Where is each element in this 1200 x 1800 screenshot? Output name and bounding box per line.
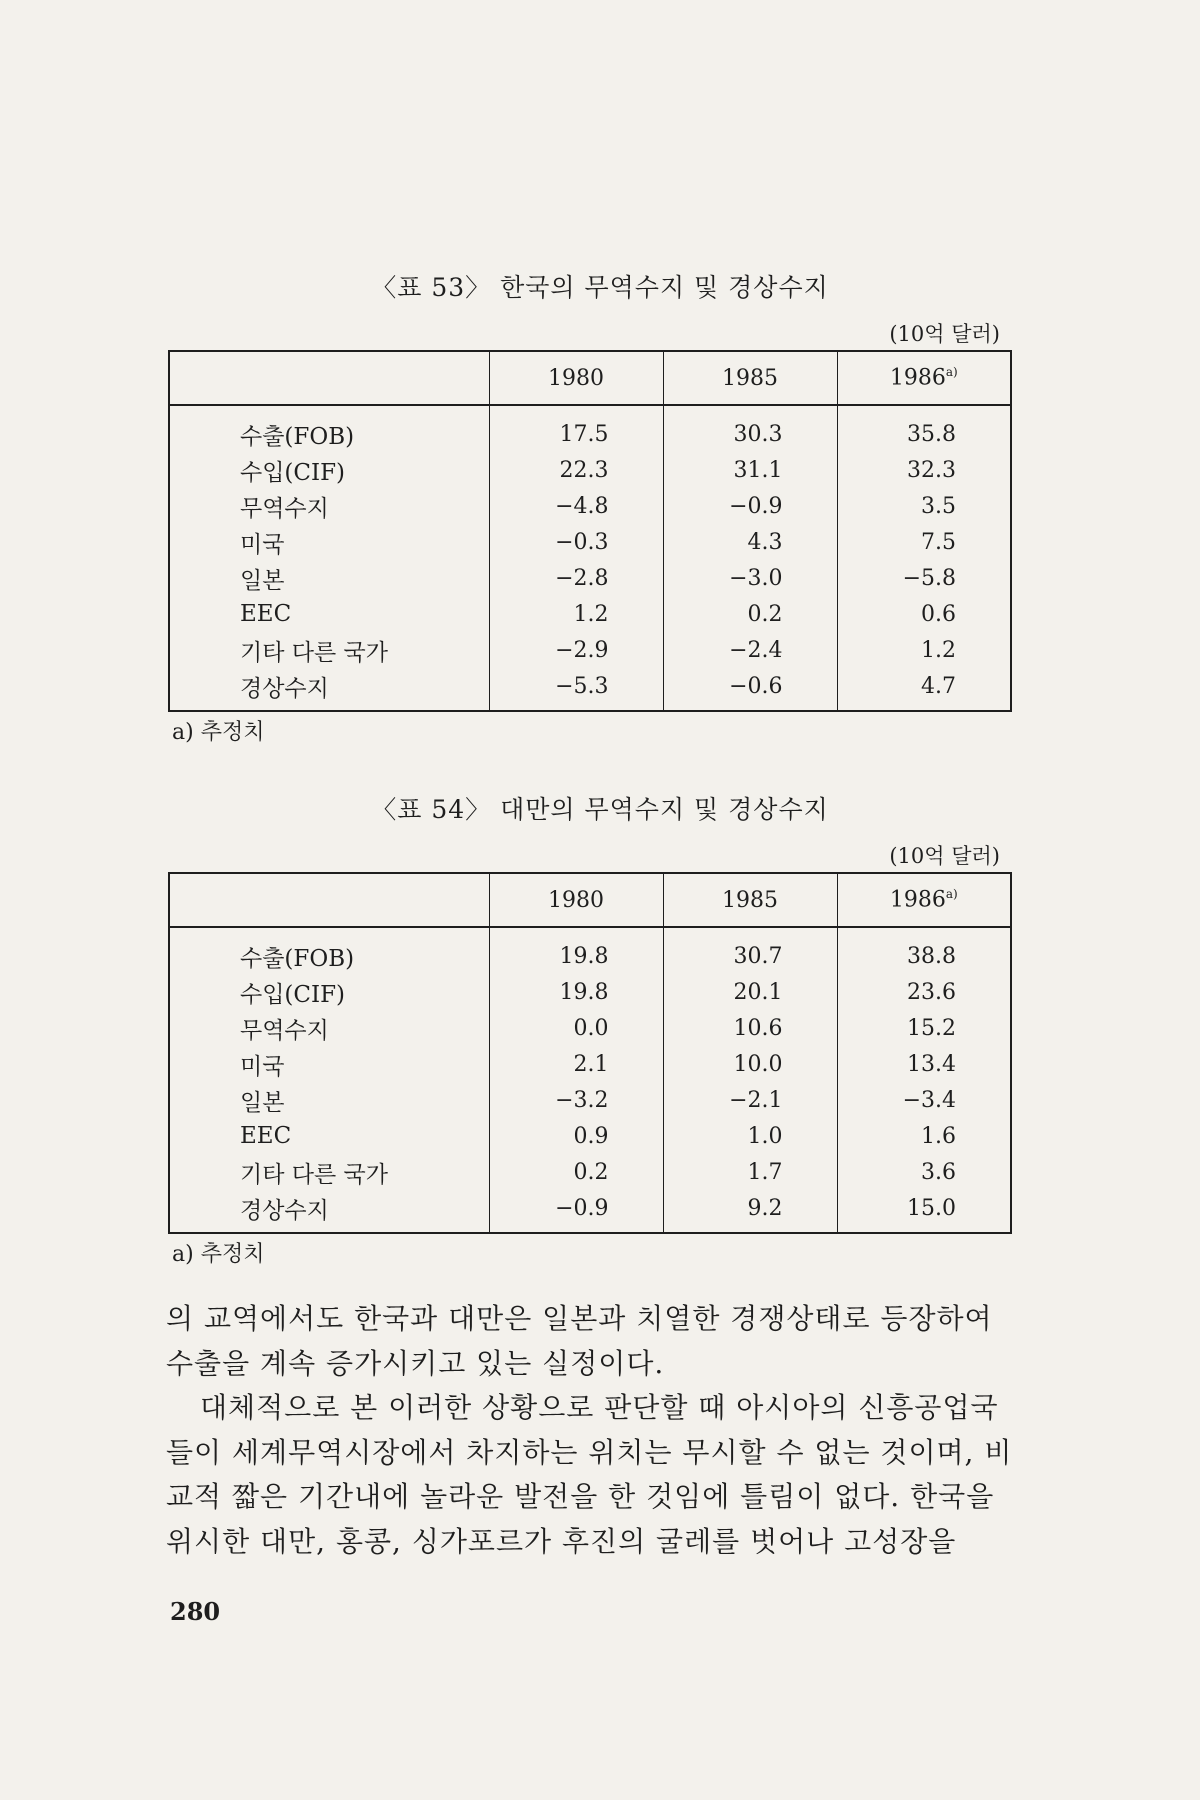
cell-value: 19.8 [489, 974, 663, 1010]
table-row [169, 927, 1011, 974]
header-year-1980: 1980 [489, 351, 663, 405]
cell-value: −4.8 [489, 488, 663, 524]
row-label: 무역수지 [169, 1010, 489, 1046]
cell-value: −2.1 [663, 1082, 837, 1118]
row-label: 경상수지 [169, 1190, 489, 1233]
row-label: 미국 [169, 524, 489, 560]
row-label: 일본 [169, 560, 489, 596]
cell-value: −2.9 [489, 632, 663, 668]
cell-value: 1.2 [489, 596, 663, 632]
header-note-mark: a) [945, 365, 958, 380]
cell-value: 7.5 [837, 524, 1011, 560]
cell-value: 2.1 [489, 1046, 663, 1082]
cell-value: −2.4 [663, 632, 837, 668]
row-label: EEC [169, 596, 489, 632]
cell-value: 1.7 [663, 1154, 837, 1190]
cell-value: −3.0 [663, 560, 837, 596]
cell-value: 10.6 [663, 1010, 837, 1046]
row-label: 일본 [169, 1082, 489, 1118]
header-note-mark: a) [945, 887, 958, 902]
cell-value: 1.0 [663, 1118, 837, 1154]
table-row [169, 1046, 1011, 1082]
body-paragraph: 의 교역에서도 한국과 대만은 일본과 치열한 경쟁상태로 등장하여 수출을 계속 증가시키고 있는 실정이다. [166, 1302, 993, 1380]
table-54-caption: 〈표 54〉 대만의 무역수지 및 경상수지 [371, 795, 829, 824]
table-53-footnote: a) 추정치 [172, 720, 265, 745]
table-row [169, 632, 1011, 668]
row-label: 기타 다른 국가 [169, 1154, 489, 1190]
cell-value: −5.3 [489, 668, 663, 711]
table-row [169, 974, 1011, 1010]
cell-value: −3.4 [837, 1082, 1011, 1118]
cell-value: 4.3 [663, 524, 837, 560]
cell-value: 30.3 [663, 405, 837, 452]
row-label: 기타 다른 국가 [169, 632, 489, 668]
cell-value: 9.2 [663, 1190, 837, 1233]
row-label: 경상수지 [169, 668, 489, 711]
cell-value: 13.4 [837, 1046, 1011, 1082]
table-row [169, 1154, 1011, 1190]
cell-value: 10.0 [663, 1046, 837, 1082]
body-text [166, 1297, 1016, 1564]
cell-value: −0.6 [663, 668, 837, 711]
row-label: 수출(FOB) [169, 405, 489, 452]
cell-value: 38.8 [837, 927, 1011, 974]
table-row [169, 1118, 1011, 1154]
cell-value: 3.5 [837, 488, 1011, 524]
header-year-1985: 1985 [663, 873, 837, 927]
cell-value: −5.8 [837, 560, 1011, 596]
header-year-1986 [837, 351, 1011, 405]
cell-value: 19.8 [489, 927, 663, 974]
cell-value: 4.7 [837, 668, 1011, 711]
cell-value: −0.9 [663, 488, 837, 524]
table-row [169, 1010, 1011, 1046]
cell-value: 15.2 [837, 1010, 1011, 1046]
header-year-1985: 1985 [663, 351, 837, 405]
cell-value: 32.3 [837, 452, 1011, 488]
table-row [169, 452, 1011, 488]
row-label: 수입(CIF) [169, 452, 489, 488]
cell-value: −0.3 [489, 524, 663, 560]
header-year-1986-label: 1986 [889, 887, 946, 913]
table-54-unit: (10억 달러) [889, 844, 1000, 868]
table-53-unit: (10억 달러) [889, 322, 1000, 346]
header-blank-cell [169, 873, 489, 927]
header-blank-cell [169, 351, 489, 405]
table-53 [168, 350, 1012, 712]
table-row [169, 524, 1011, 560]
page-number: 280 [170, 1597, 221, 1626]
cell-value: −3.2 [489, 1082, 663, 1118]
cell-value: 17.5 [489, 405, 663, 452]
table-row [169, 488, 1011, 524]
table-header-row [169, 351, 1011, 405]
header-year-1986-label: 1986 [889, 365, 946, 391]
table-row [169, 560, 1011, 596]
cell-value: 1.2 [837, 632, 1011, 668]
cell-value: 20.1 [663, 974, 837, 1010]
cell-value: 0.2 [489, 1154, 663, 1190]
cell-value: −0.9 [489, 1190, 663, 1233]
header-year-1980: 1980 [489, 873, 663, 927]
cell-value: 35.8 [837, 405, 1011, 452]
cell-value: −2.8 [489, 560, 663, 596]
cell-value: 0.2 [663, 596, 837, 632]
cell-value: 3.6 [837, 1154, 1011, 1190]
table-row [169, 596, 1011, 632]
table-row [169, 1082, 1011, 1118]
cell-value: 23.6 [837, 974, 1011, 1010]
table-row [169, 668, 1011, 711]
cell-value: 15.0 [837, 1190, 1011, 1233]
header-year-1986 [837, 873, 1011, 927]
cell-value: 0.0 [489, 1010, 663, 1046]
row-label: 무역수지 [169, 488, 489, 524]
row-label: 미국 [169, 1046, 489, 1082]
row-label: 수출(FOB) [169, 927, 489, 974]
cell-value: 0.9 [489, 1118, 663, 1154]
table-54 [168, 872, 1012, 1234]
table-header-row [169, 873, 1011, 927]
cell-value: 31.1 [663, 452, 837, 488]
cell-value: 1.6 [837, 1118, 1011, 1154]
body-paragraph: 대체적으로 본 이러한 상황으로 판단할 때 아시아의 신흥공업국들이 세계무역시장에서 차지하는 위치는 무시할 수 없는 것이며, 비교적 짧은 기간내에 놀라운 발전을 한 것임에 틀림이 없다. 한국을 위시한 대만, 홍콩, 싱가포르가 후진의 굴레를 벗어나 고성장을 [166, 1391, 1013, 1558]
row-label: EEC [169, 1118, 489, 1154]
cell-value: 0.6 [837, 596, 1011, 632]
table-row [169, 405, 1011, 452]
row-label: 수입(CIF) [169, 974, 489, 1010]
table-54-footnote: a) 추정치 [172, 1242, 265, 1267]
table-row [169, 1190, 1011, 1233]
cell-value: 22.3 [489, 452, 663, 488]
table-53-caption: 〈표 53〉 한국의 무역수지 및 경상수지 [371, 273, 829, 302]
cell-value: 30.7 [663, 927, 837, 974]
